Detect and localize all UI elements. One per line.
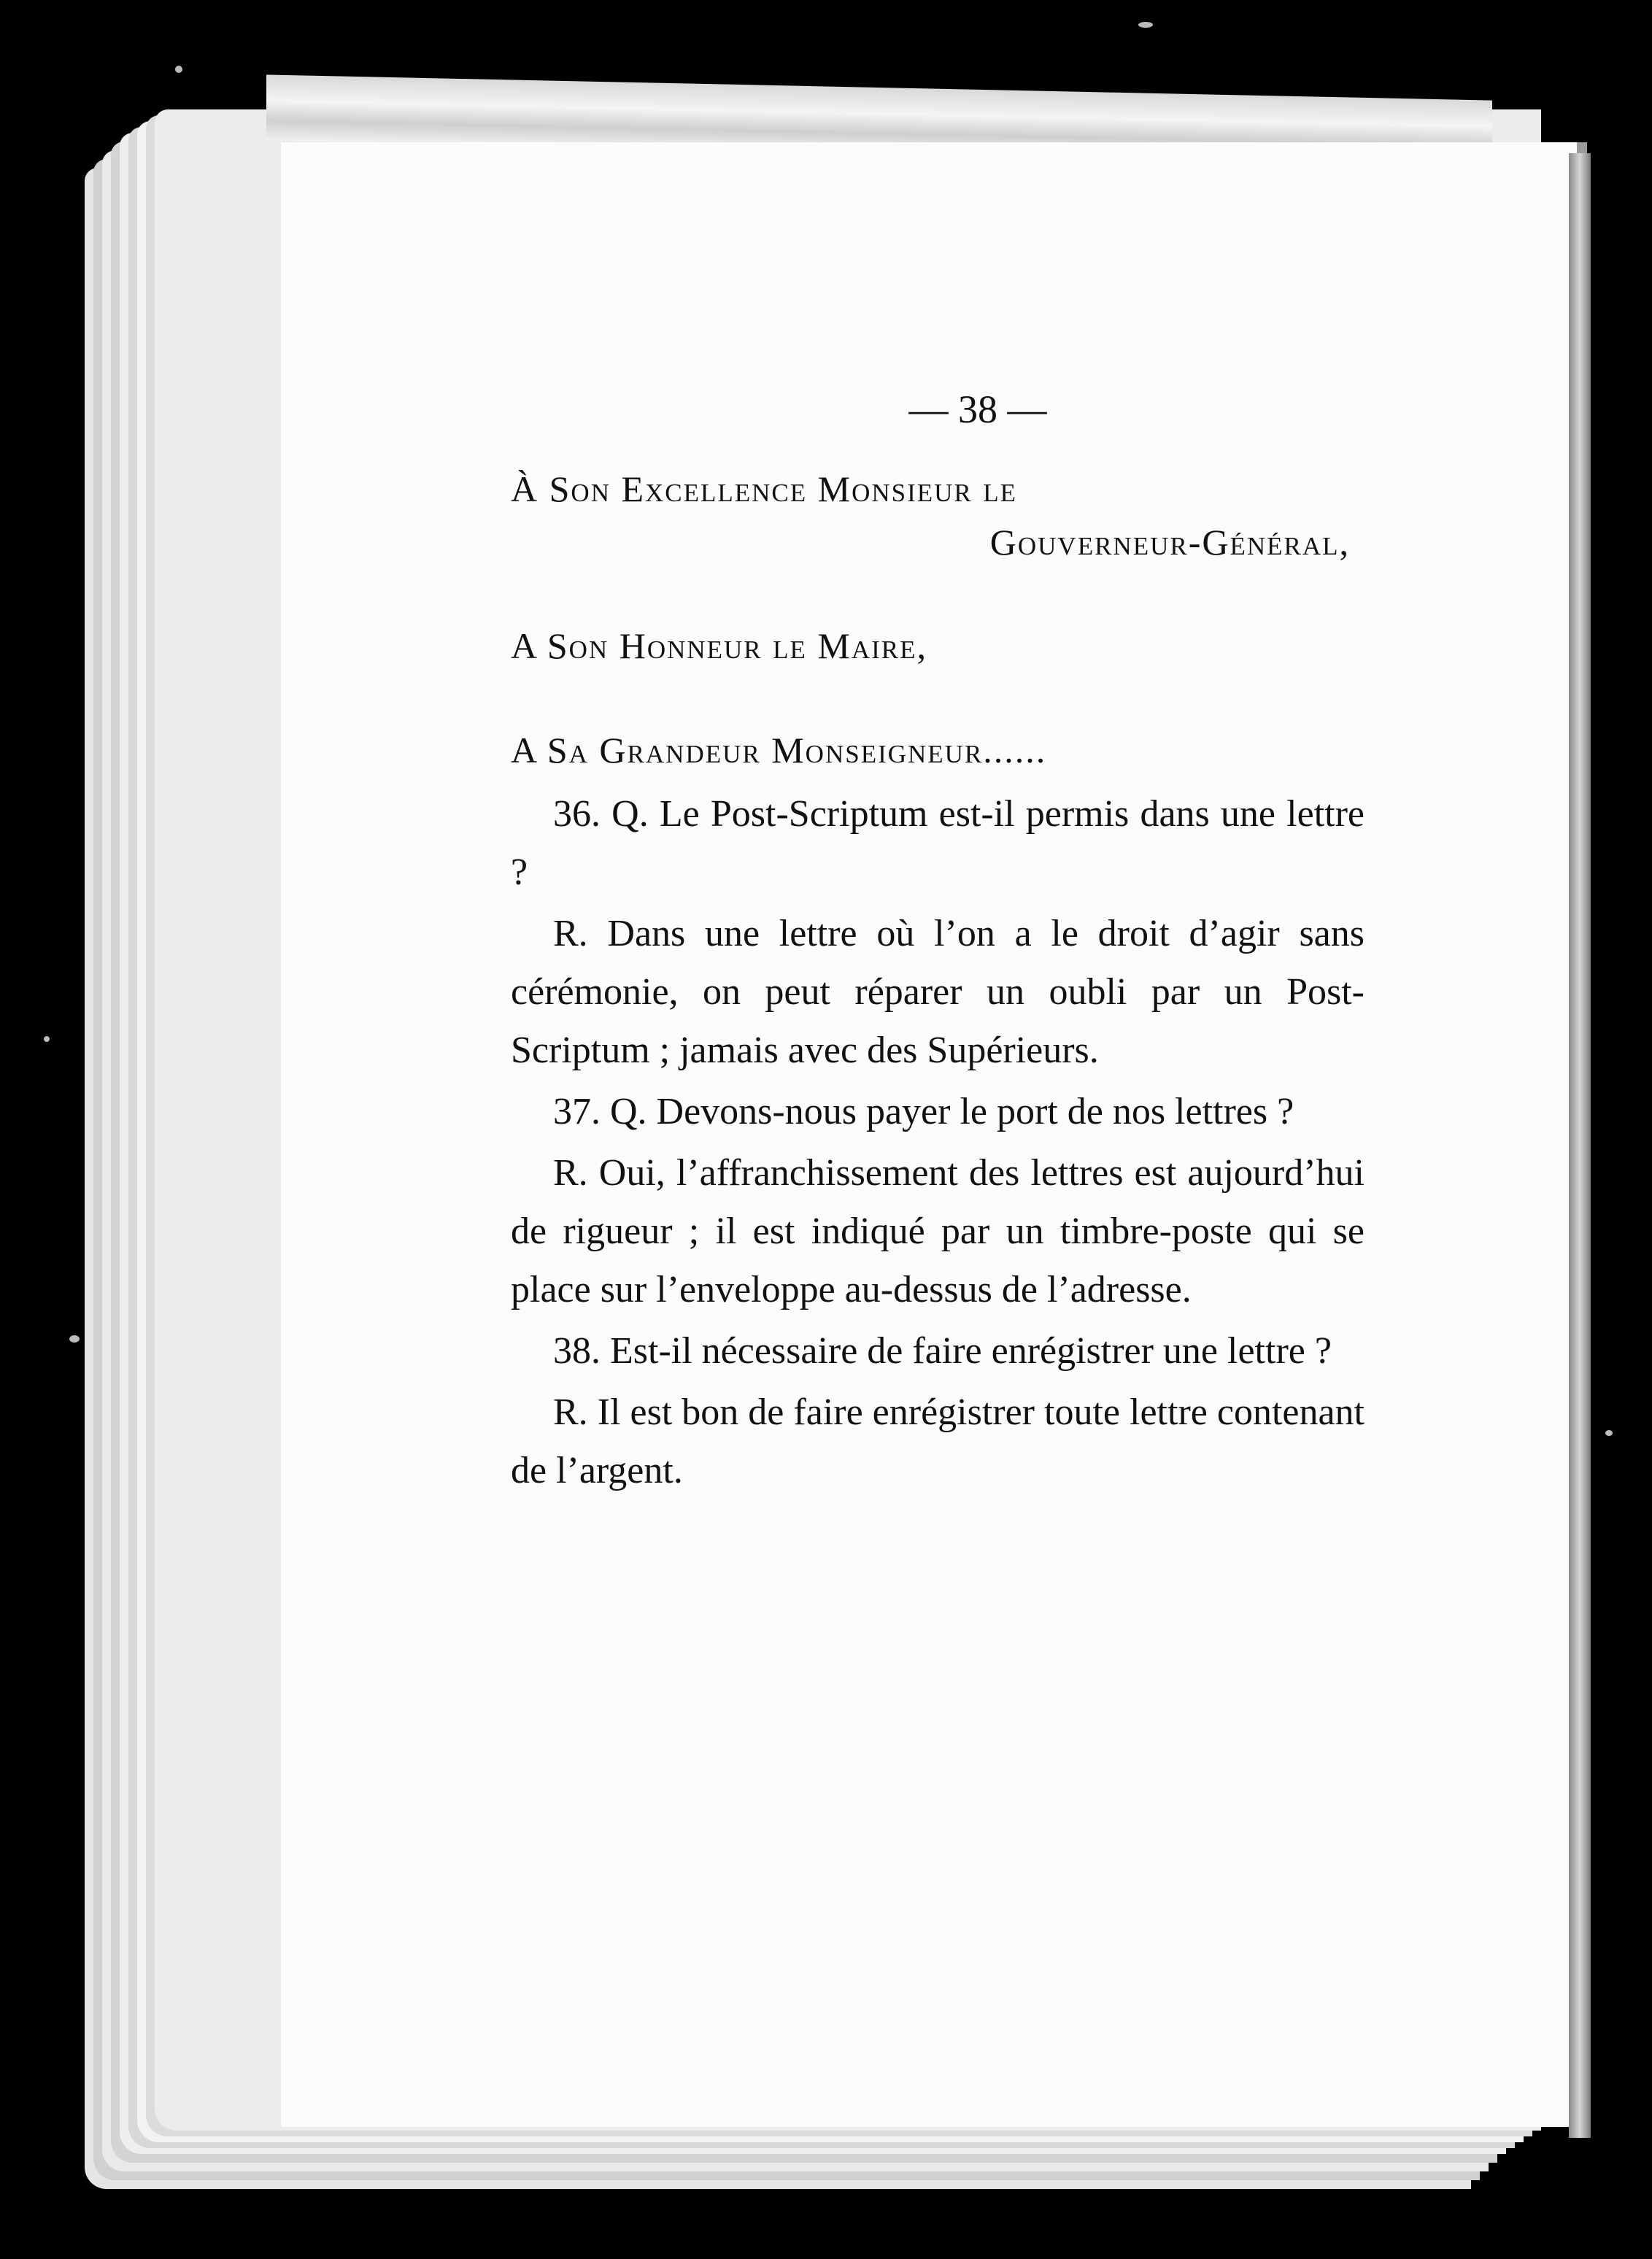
address-line-4: A Sa Grandeur Monseigneur...... — [511, 729, 1047, 771]
answer-38: R. Il est bon de faire enrégistrer toute lettre contenant de l’argent. — [511, 1391, 1365, 1491]
page-text — [511, 387, 1365, 1503]
book-gutter-shadow — [1569, 153, 1591, 2138]
answer-37: R. Oui, l’affranchissement des lettres est aujourd’hui de rigueur ; il est indiqué par un timbre-poste qui se place sur l’enveloppe au-dessus de l’adresse. — [511, 1152, 1365, 1310]
page-number: — 38 — — [908, 387, 1047, 431]
question-38: 38. Est-il nécessaire de faire enrégistrer une lettre ? — [553, 1330, 1332, 1372]
answer-36: R. Dans une lettre où l’on a le droit d’agir sans cérémonie, on peut réparer un oubli par un Post-Scriptum ; jamais avec des Supérieurs. — [511, 913, 1365, 1071]
question-37: 37. Q. Devons-nous payer le port de nos lettres ? — [553, 1091, 1294, 1132]
question-36: 36. Q. Le Post-Scriptum est-il permis dans une lettre ? — [511, 793, 1365, 893]
address-line-2: Gouverneur-Général, — [989, 521, 1350, 563]
address-line-1: À Son Excellence Monsieur le — [511, 468, 1018, 509]
address-line-3: A Son Honneur le Maire, — [511, 625, 928, 666]
